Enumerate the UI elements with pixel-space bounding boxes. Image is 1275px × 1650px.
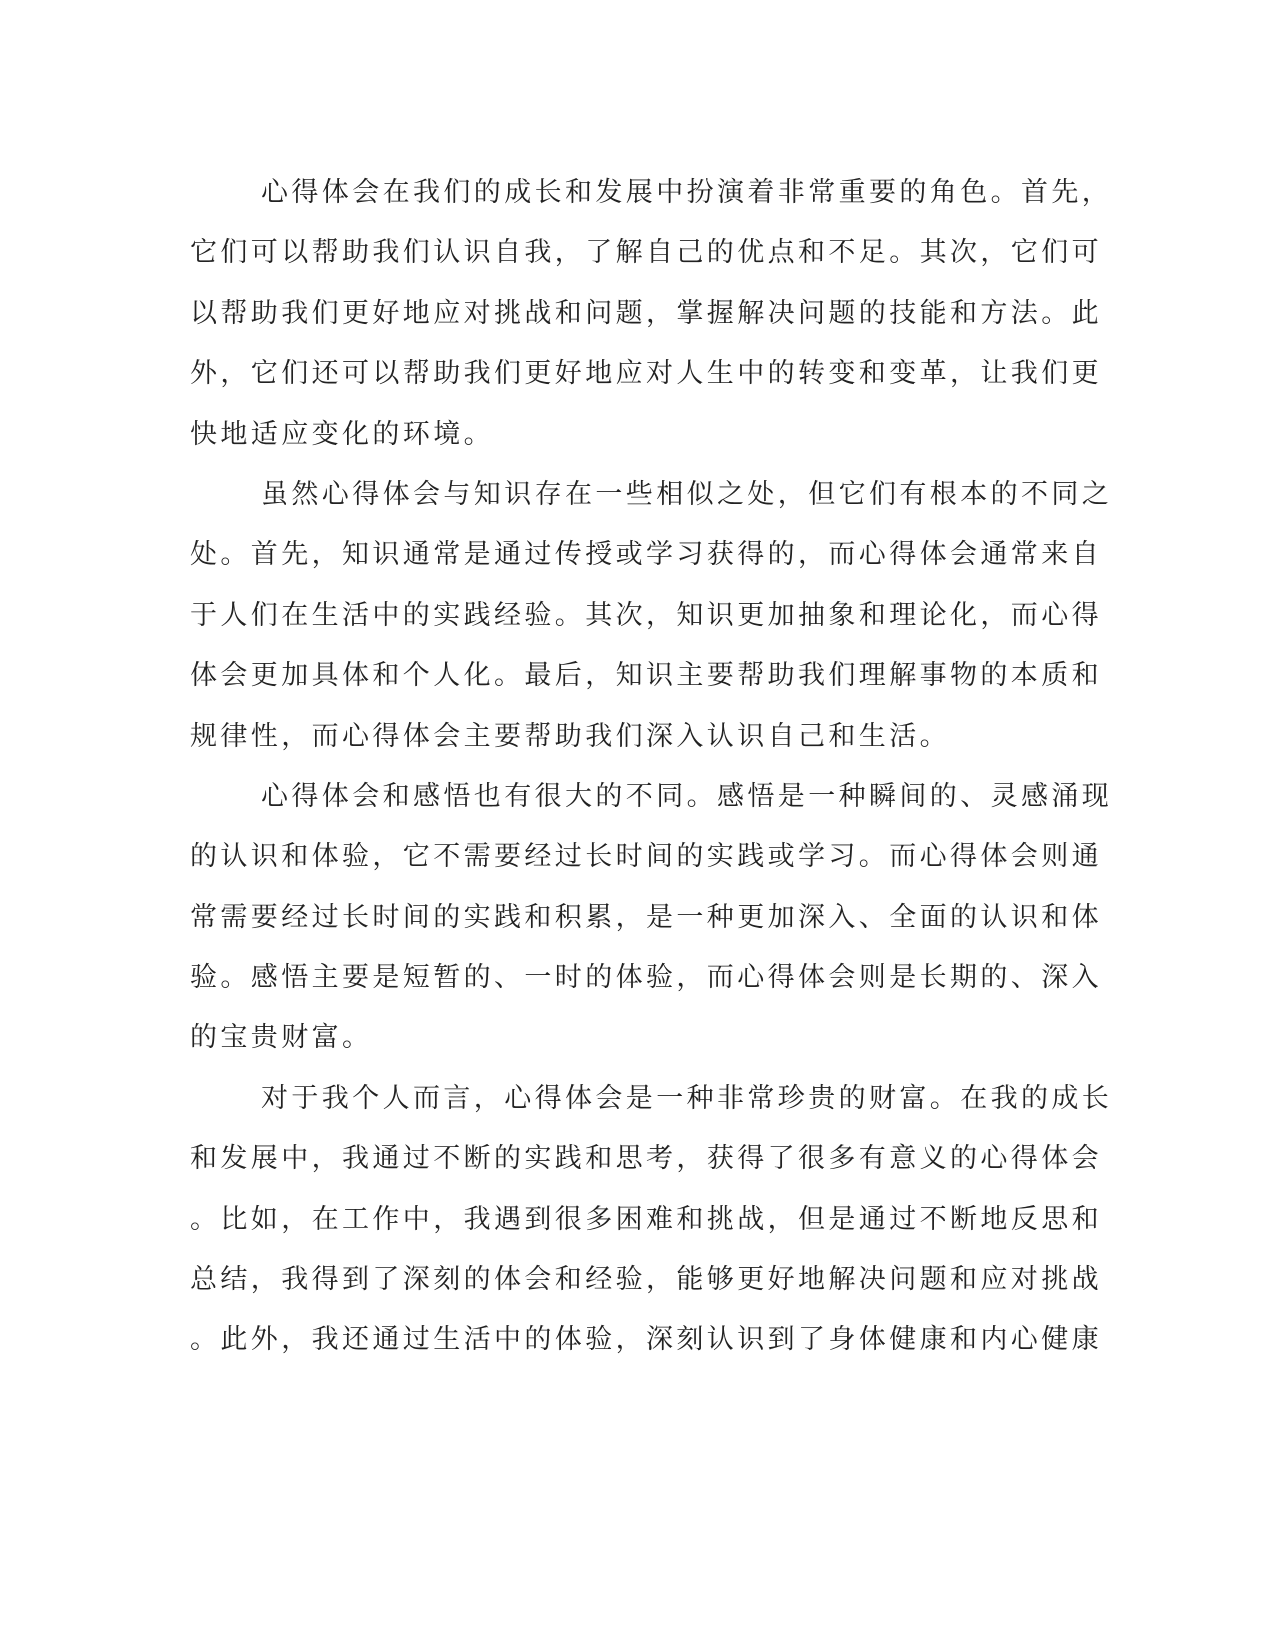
text-line: 验。感悟主要是短暂的、一时的体验，而心得体会则是长期的、深入 [190, 962, 1102, 994]
text-line: 和发展中，我通过不断的实践和思考，获得了很多有意义的心得体会 [190, 1143, 1102, 1175]
text-line: 以帮助我们更好地应对挑战和问题，掌握解决问题的技能和方法。此 [190, 297, 1102, 329]
body-text [190, 163, 1113, 1371]
text-line: 。比如，在工作中，我遇到很多困难和挑战，但是通过不断地反思和 [190, 1203, 1102, 1235]
paragraph-2 [190, 465, 1113, 767]
text-line: 体会更加具体和个人化。最后，知识主要帮助我们理解事物的本质和 [190, 660, 1102, 692]
paragraph-4 [190, 1069, 1113, 1371]
text-line: 对于我个人而言，心得体会是一种非常珍贵的财富。在我的成长 [261, 1082, 1113, 1114]
text-line: 的宝贵财富。 [190, 1022, 373, 1054]
text-line: 。此外，我还通过生活中的体验，深刻认识到了身体健康和内心健康 [190, 1324, 1102, 1356]
text-line: 它们可以帮助我们认识自我，了解自己的优点和不足。其次，它们可 [190, 237, 1102, 269]
text-line: 处。首先，知识通常是通过传授或学习获得的，而心得体会通常来自 [190, 539, 1102, 571]
text-line: 快地适应变化的环境。 [190, 418, 494, 450]
text-line: 心得体会在我们的成长和发展中扮演着非常重要的角色。首先， [261, 177, 1113, 208]
paragraph-1 [190, 163, 1113, 465]
text-line: 总结，我得到了深刻的体会和经验，能够更好地解决问题和应对挑战 [190, 1264, 1102, 1296]
text-line: 常需要经过长时间的实践和积累，是一种更加深入、全面的认识和体 [190, 901, 1102, 933]
text-line: 规律性，而心得体会主要帮助我们深入认识自己和生活。 [190, 720, 950, 752]
text-line: 虽然心得体会与知识存在一些相似之处，但它们有根本的不同之 [261, 478, 1113, 510]
text-line: 于人们在生活中的实践经验。其次，知识更加抽象和理论化，而心得 [190, 599, 1102, 631]
paragraph-3 [190, 767, 1113, 1069]
text-line: 的认识和体验，它不需要经过长时间的实践或学习。而心得体会则通 [190, 841, 1102, 873]
text-line: 心得体会和感悟也有很大的不同。感悟是一种瞬间的、灵感涌现 [261, 780, 1113, 812]
text-line: 外，它们还可以帮助我们更好地应对人生中的转变和变革，让我们更 [190, 358, 1102, 390]
